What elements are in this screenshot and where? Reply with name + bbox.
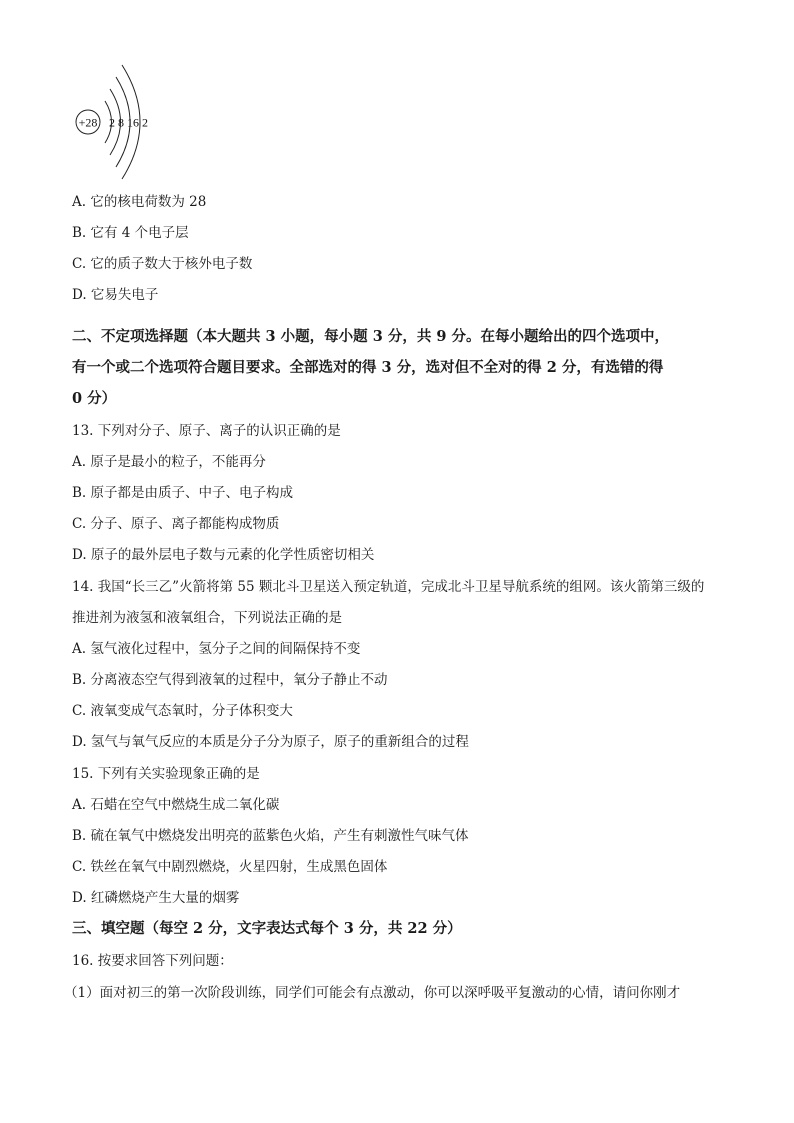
q13-option-b: B. 原子都是由质子、中子、电子构成 — [72, 485, 294, 501]
q16-part1: （1）面对初三的第一次阶段训练，同学们可能会有点激动，你可以深呼吸平复激动的心情，请问你刚才 — [64, 985, 681, 1001]
atom-structure-diagram — [74, 62, 174, 182]
q13-option-d: D. 原子的最外层电子数与元素的化学性质密切相关 — [72, 547, 375, 563]
q13-stem: 13. 下列对分子、原子、离子的认识正确的是 — [72, 423, 341, 439]
section2-heading-line2: 有一个或二个选项符合题目要求。全部选对的得 3 分，选对但不全对的得 2 分，有选错的得 — [72, 359, 664, 376]
q12-option-a: A. 它的核电荷数为 28 — [72, 194, 207, 210]
q13-option-c: C. 分子、原子、离子都能构成物质 — [72, 516, 280, 532]
section2-heading-line3: 0 分） — [72, 390, 117, 407]
section3-heading: 三、填空题（每空 2 分，文字表达式每个 3 分，共 22 分） — [72, 920, 462, 937]
section2-heading-line1: 二、不定项选择题（本大题共 3 小题，每小题 3 分，共 9 分。在每小题给出的四个选项中， — [72, 328, 670, 345]
q14-stem-line2: 推进剂为液氢和液氧组合，下列说法正确的是 — [72, 610, 342, 626]
q15-option-d: D. 红磷燃烧产生大量的烟雾 — [72, 890, 240, 906]
q14-option-d: D. 氢气与氧气反应的本质是分子分为原子，原子的重新组合的过程 — [72, 734, 469, 750]
q13-option-a: A. 原子是最小的粒子，不能再分 — [72, 454, 266, 470]
q14-option-c: C. 液氧变成气态氧时，分子体积变大 — [72, 703, 293, 719]
q16-stem: 16. 按要求回答下列问题： — [72, 953, 233, 969]
q15-option-b: B. 硫在氧气中燃烧发出明亮的蓝紫色火焰，产生有刺激性气味气体 — [72, 828, 469, 844]
q14-option-b: B. 分离液态空气得到液氧的过程中，氧分子静止不动 — [72, 672, 388, 688]
q12-option-c: C. 它的质子数大于核外电子数 — [72, 256, 253, 272]
q15-stem: 15. 下列有关实验现象正确的是 — [72, 766, 260, 782]
q12-option-d: D. 它易失电子 — [72, 287, 159, 303]
q12-option-b: B. 它有 4 个电子层 — [72, 225, 189, 241]
q15-option-a: A. 石蜡在空气中燃烧生成二氧化碳 — [72, 797, 280, 813]
shell-electron-counts: 2 8 16 2 — [109, 115, 148, 130]
q14-stem-line1: 14. 我国“长三乙”火箭将第 55 颗北斗卫星送入预定轨道，完成北斗卫星导航系统的组网。该火箭第三级的 — [72, 579, 705, 595]
q14-option-a: A. 氢气液化过程中，氢分子之间的间隔保持不变 — [72, 641, 361, 657]
nucleus-label: +28 — [78, 115, 98, 130]
q15-option-c: C. 铁丝在氧气中剧烈燃烧，火星四射，生成黑色固体 — [72, 859, 388, 875]
